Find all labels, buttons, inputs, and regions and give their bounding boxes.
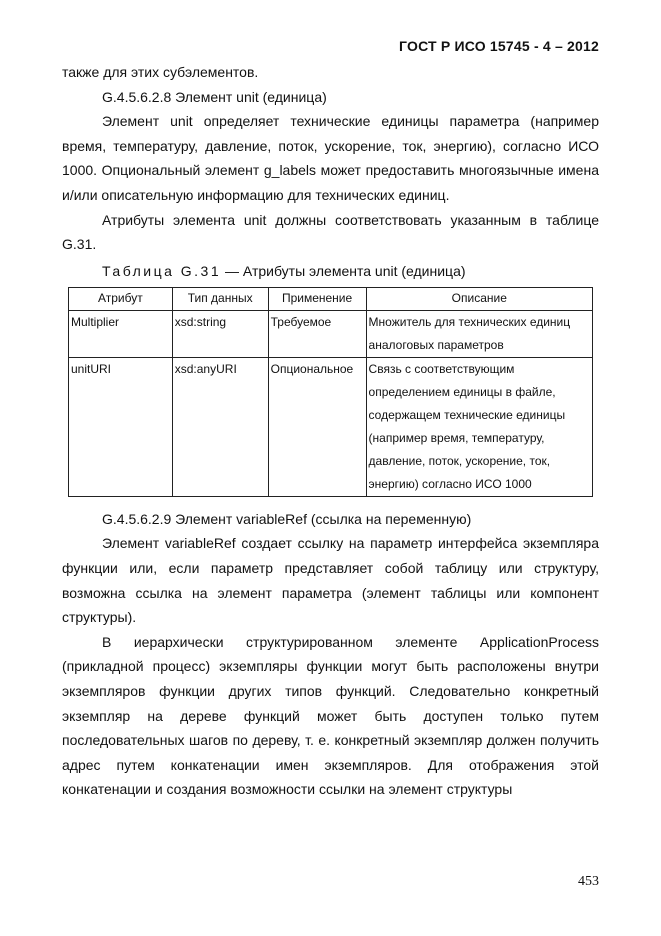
- table-row: [69, 357, 593, 496]
- header-cell-usage: Применение: [268, 287, 366, 310]
- paragraph-unit-attributes: Атрибуты элемента unit должны соответствовать указанным в таблице G.31.: [62, 211, 599, 253]
- paragraph-variableref-description: Элемент variableRef создает ссылку на параметр интерфейса экземпляра функции или, если параметр представляет собой таблицу или структуру, возможна ссылка на элемент параметра (элемент таблицы или компонент структуры).: [62, 535, 599, 626]
- cell-attribute: unitURI: [69, 357, 173, 496]
- unit-attributes-table: [68, 287, 593, 497]
- cell-description: Множитель для технических единиц аналоговых параметров: [366, 310, 592, 357]
- header-cell-description: Описание: [366, 287, 592, 310]
- section-heading-variableref: G.4.5.6.2.9 Элемент variableRef (ссылка на переменную): [102, 510, 472, 527]
- table-header-row: [69, 287, 593, 310]
- cell-usage: Опциональное: [268, 357, 366, 496]
- cell-description: Связь с соответствующим определением единицы в файле, содержащем технические единицы (например время, температуру, давление, поток, ускорение, ток, энергию) согласно ИСО 1000: [366, 357, 592, 496]
- table-row: [69, 310, 593, 357]
- cell-datatype: xsd:anyURI: [172, 357, 268, 496]
- paragraph-unit-description: Элемент unit определяет технические единицы параметра (например время, температуру, давление, поток, ускорение, ток, энергию), согласно ИСО 1000. Опциональный элемент g_labels может предоставить многоязычные имена и/или описательную информацию для технических единиц.: [62, 113, 599, 203]
- header-cell-datatype: Тип данных: [172, 287, 268, 310]
- cell-attribute: Multiplier: [69, 310, 173, 357]
- paragraph-hierarchy: В иерархически структурированном элементе ApplicationProcess (прикладной процесс) экземпляры функции могут быть расположены внутри экземпляров функции других типов функций. Следовательно конкретный экземпляр на дереве функций может быть доступен только путем последовательных шагов по дереву, т. е. конкретный экземпляр должен получить адрес путем конкатенации имен экземпляров. Для отображения этой конкатенации и создания возможности ссылки на элемент структуры: [62, 633, 599, 798]
- cell-datatype: xsd:string: [172, 310, 268, 357]
- table-caption-label: Таблица G.31: [102, 262, 222, 279]
- page-number: 453: [578, 874, 599, 889]
- page-body: [62, 60, 599, 802]
- table-caption-text: — Атрибуты элемента unit (единица): [221, 262, 466, 279]
- cell-usage: Требуемое: [268, 310, 366, 357]
- document-code-header: ГОСТ Р ИСО 15745 - 4 – 2012: [399, 38, 599, 54]
- header-cell-attribute: Атрибут: [69, 287, 173, 310]
- paragraph-continuation: также для этих субэлементов.: [62, 64, 259, 80]
- section-heading-unit: G.4.5.6.2.8 Элемент unit (единица): [102, 88, 327, 105]
- table-caption: [62, 259, 599, 283]
